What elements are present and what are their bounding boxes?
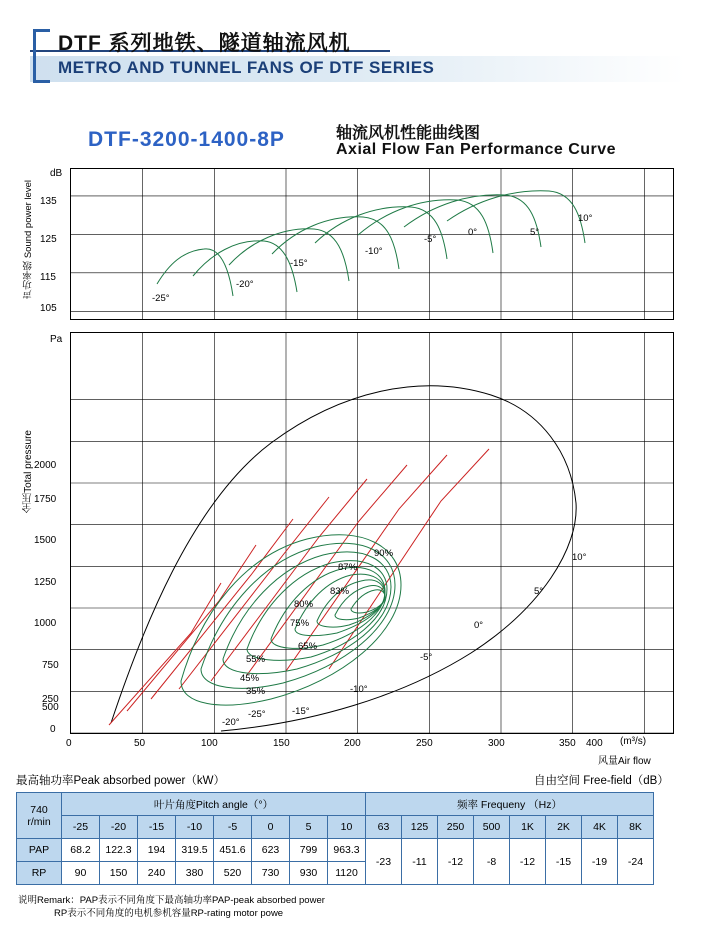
press-ytick-1000: 1000: [34, 618, 57, 629]
press-ann-m20: -20°: [222, 717, 240, 728]
freq-125: 125: [402, 816, 438, 839]
remark-line-1: 说明Remark：PAP表示不同角度下最高轴功率PAP-peak absorbed power: [18, 895, 325, 906]
freqval-8k: -24: [618, 839, 654, 885]
freq-63: 63: [366, 816, 402, 839]
sound-ann-m20: -20°: [236, 279, 254, 290]
freq-500: 500: [474, 816, 510, 839]
header-title-en: METRO AND TUNNEL FANS OF DTF SERIES: [58, 58, 435, 77]
xtick-50: 50: [134, 738, 146, 749]
press-ann-10: 10°: [572, 552, 587, 563]
press-ann-0: 0°: [474, 620, 484, 631]
sound-ann-m5: -5°: [424, 234, 437, 245]
sound-ann-m10: -10°: [365, 246, 383, 257]
speed-cell: [17, 793, 62, 839]
eff-45: 45%: [240, 673, 260, 684]
pap-m5: 451.6: [214, 839, 252, 862]
press-ann-m5: -5°: [420, 652, 433, 663]
press-ytick-250: 250: [42, 694, 59, 705]
freq-1k: 1K: [510, 816, 546, 839]
sound-ann-5: 5°: [530, 227, 540, 238]
eff-65: 65%: [298, 641, 318, 652]
pap-0: 623: [252, 839, 290, 862]
press-ytick-0: 0: [50, 724, 56, 735]
press-ytick-1250: 1250: [34, 577, 57, 588]
rp-m25: 90: [62, 862, 100, 885]
pitch-m10: -10: [176, 816, 214, 839]
xtick-250: 250: [416, 738, 433, 749]
freqval-2k: -15: [546, 839, 582, 885]
pitch-5: 5: [290, 816, 328, 839]
freq-2k: 2K: [546, 816, 582, 839]
eff-80: 80%: [294, 599, 314, 610]
press-ann-m10: -10°: [350, 684, 368, 695]
sound-ytick-105: 105: [40, 303, 57, 314]
xtick-0: 0: [66, 738, 72, 749]
sound-ytick-135: 135: [40, 196, 57, 207]
speed-value: 740: [30, 803, 48, 816]
press-ann-5: 5°: [534, 586, 544, 597]
xtick-200: 200: [344, 738, 361, 749]
sound-axis-title: [22, 180, 36, 299]
sound-ytick-115: 115: [40, 272, 56, 283]
pitch-m25: -25: [62, 816, 100, 839]
pitch-10: 10: [328, 816, 366, 839]
pap-m25: 68.2: [62, 839, 100, 862]
header-bracket-icon: [33, 29, 50, 83]
rp-m10: 380: [176, 862, 214, 885]
speed-unit: r/min: [27, 815, 51, 828]
sound-ann-10: 10°: [578, 213, 593, 224]
sound-ytick-125: 125: [40, 234, 57, 245]
freq-8k: 8K: [618, 816, 654, 839]
press-ann-m25: -25°: [248, 709, 266, 720]
chart-title-en: Axial Flow Fan Performance Curve: [336, 141, 617, 158]
press-ann-m15: -15°: [292, 706, 310, 717]
freq-4k: 4K: [582, 816, 618, 839]
rp-10: 1120: [328, 862, 366, 885]
freqval-250: -12: [438, 839, 474, 885]
pitch-m20: -20: [100, 816, 138, 839]
x-axis-title: 风量Air flow: [598, 756, 651, 767]
table-row-subheader: [17, 816, 654, 839]
table-caption-left: 最高轴功率Peak absorbed power（kW）: [16, 775, 225, 787]
pap-m15: 194: [138, 839, 176, 862]
page-header: [0, 0, 710, 92]
freqval-1k: -12: [510, 839, 546, 885]
header-title-cn: DTF 系列地铁、隧道轴流风机: [58, 32, 351, 55]
pitch-m15: -15: [138, 816, 176, 839]
x-unit-label: (m³/s): [620, 736, 647, 747]
model-number: DTF-3200-1400-8P: [88, 128, 285, 151]
pap-m20: 122.3: [100, 839, 138, 862]
pressure-unit-label: Pa: [50, 334, 63, 345]
table-caption-right: 自由空间 Free-field（dB）: [534, 775, 669, 787]
freqval-125: -11: [402, 839, 438, 885]
xtick-350: 350: [559, 738, 576, 749]
press-ytick-2000: 2000: [34, 460, 57, 471]
press-ytick-750: 750: [42, 660, 59, 671]
rp-0: 730: [252, 862, 290, 885]
freqval-63: -23: [366, 839, 402, 885]
eff-83: 83%: [330, 586, 350, 597]
pap-m10: 319.5: [176, 839, 214, 862]
table-row-header: [17, 793, 654, 816]
press-ytick-500: 500: [42, 702, 59, 713]
press-ytick-1500: 1500: [34, 535, 57, 546]
eff-55: 55%: [246, 654, 266, 665]
pap-10: 963.3: [328, 839, 366, 862]
pitch-0: 0: [252, 816, 290, 839]
xtick-100: 100: [201, 738, 218, 749]
press-ytick-1750: 1750: [34, 494, 57, 505]
rp-m5: 520: [214, 862, 252, 885]
remark-line-2: RP表示不同角度的电机参机容量RP-rating motor powe: [54, 908, 284, 919]
eff-87: 87%: [338, 562, 358, 573]
sound-ann-m25: -25°: [152, 293, 170, 304]
table-remark: [18, 894, 325, 920]
chart-title-cn: 轴流风机性能曲线图: [336, 125, 481, 142]
sound-ann-0: 0°: [468, 227, 478, 238]
pitch-m5: -5: [214, 816, 252, 839]
xtick-150: 150: [273, 738, 290, 749]
pap-5: 799: [290, 839, 328, 862]
freqval-4k: -19: [582, 839, 618, 885]
xtick-400: 400: [586, 738, 603, 749]
xtick-300: 300: [488, 738, 505, 749]
total-pressure-chart: [70, 332, 674, 734]
sound-unit-label: dB: [50, 168, 63, 179]
freq-250: 250: [438, 816, 474, 839]
sound-ann-m15: -15°: [290, 258, 308, 269]
freqval-500: -8: [474, 839, 510, 885]
pitch-angle-header: 叶片角度Pitch angle（°）: [62, 793, 366, 816]
rp-m20: 150: [100, 862, 138, 885]
table-row: [17, 839, 654, 862]
rp-m15: 240: [138, 862, 176, 885]
row-label-rp: RP: [17, 862, 62, 885]
pressure-axis-title-text: 全压Total pressure: [23, 430, 34, 513]
eff-75: 75%: [290, 618, 310, 629]
frequency-header: 频率 Frequeny （Hz）: [366, 793, 654, 816]
row-label-pap: PAP: [17, 839, 62, 862]
eff-35: 35%: [246, 686, 266, 697]
rp-5: 930: [290, 862, 328, 885]
performance-table: [16, 792, 654, 885]
eff-90: 90%: [374, 548, 394, 559]
sound-axis-title-text: 声功率级 Sound power level: [23, 180, 34, 299]
